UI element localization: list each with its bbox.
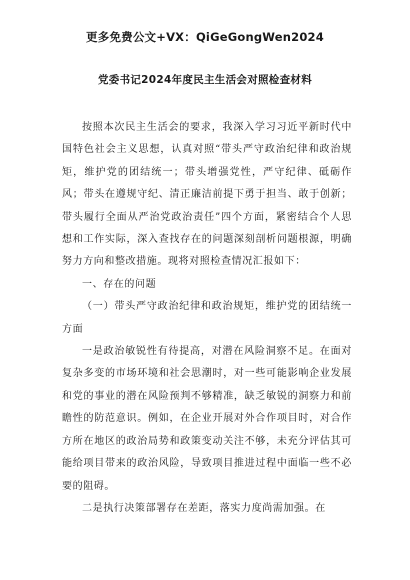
document-title: 党委书记2024年度民主生活会对照检查材料 bbox=[97, 74, 313, 86]
subsection-heading: （一）带头严守政治纪律和政治规矩，维护党的团结统一方面 bbox=[62, 301, 352, 335]
section-heading: 一、存在的问题 bbox=[82, 278, 157, 290]
body-paragraph: 二是执行决策部署存在差距，落实力度尚需加强。在 bbox=[82, 502, 326, 514]
body-paragraph: 一是政治敏锐性有待提高，对潜在风险洞察不足。在面对复杂多变的市场环境和社会思潮时，对一些可能影响企业发展和党的事业的潜在风险预判不够精准，缺乏敏锐的洞察力和前瞻性的防范意识。例如，在企业开展对外合作项目时，对合作方所在地区的政治局势和政策变动关注不够，未充分评估其可能给项目带来的政治风险，导致项目推进过程中面临一些不必要的阻碍。 bbox=[62, 346, 352, 492]
document-body bbox=[62, 117, 352, 520]
page-header: 更多免费公文+VX：QiGeGongWen2024 bbox=[86, 30, 324, 44]
intro-paragraph: 按照本次民主生活会的要求，我深入学习习近平新时代中国特色社会主义思想，认真对照“带头严守政治纪律和政治规矩，维护党的团结统一；带头增强党性，严守纪律、砥砺作风；带头在遵规守纪、清正廉洁前提下勇于担当、敢于创新；带头履行全面从严治党政治责任”四个方面，紧密结合个人思想和工作实际，深入查找存在的问题深刻剖析问题根源，明确努力方向和整改措施。现将对照检查情况汇报如下： bbox=[62, 122, 352, 268]
